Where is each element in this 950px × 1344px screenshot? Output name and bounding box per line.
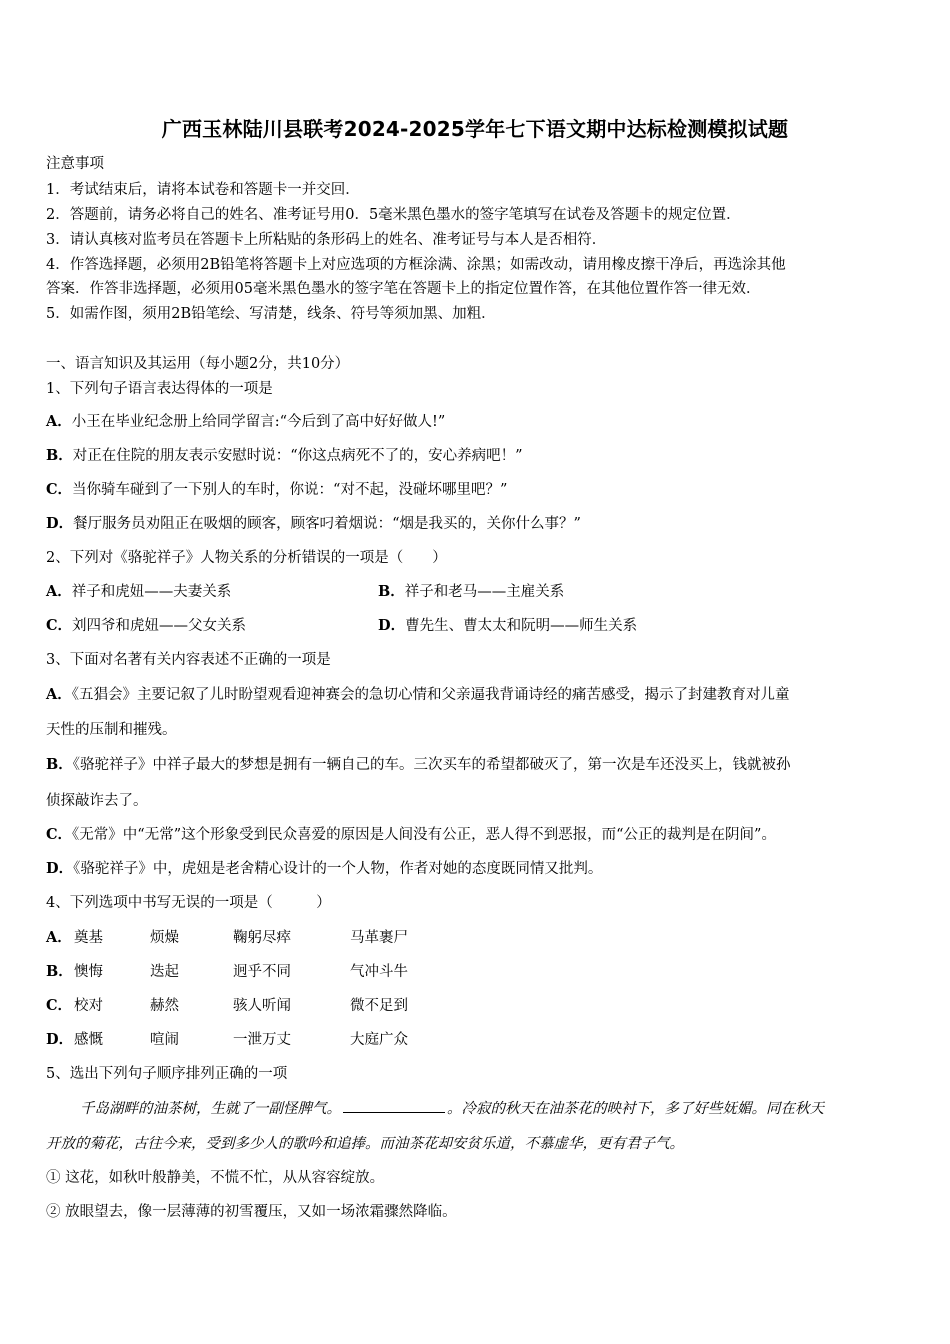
q3-option-b-cont: 侦探敲诈去了。 [46,793,148,809]
q3-option-d [46,857,602,878]
notice-item-2: 2．答题前，请务必将自己的姓名、准考证号用0．5毫米黑色墨水的签字笔填写在试卷及答题卡的规定位置． [46,207,741,223]
option-text: 曹先生、曹太太和阮明——师生关系 [405,618,638,634]
q2-option-d [378,614,637,635]
option-text: 祥子和老马——主雇关系 [404,584,565,600]
q2-option-b [378,580,564,601]
option-label: B． [46,447,73,464]
q1-option-c [46,478,507,499]
q4-option-c [46,994,72,1015]
notice-item-3: 3．请认真核对监考员在答题卡上所粘贴的条形码上的姓名、准考证号与本人是否相符． [46,232,607,248]
notice-heading: 注意事项 [46,156,104,172]
q4-option-a [46,926,72,947]
q3-option-a-cont: 天性的压制和摧残。 [46,722,177,738]
q4-word: 懊悔 [74,964,103,980]
notice-item-1: 1．考试结束后，请将本试卷和答题卡一并交回． [46,182,360,198]
notice-item-4-cont: 答案．作答非选择题，必须用05毫米黑色墨水的签字笔在答题卡上的指定位置作答，在其他位置作答一律无效． [46,281,761,297]
option-label: D． [46,515,74,532]
option-label: A． [46,413,72,430]
q4-word: 马革裹尸 [350,930,408,946]
option-label: B． [46,756,73,773]
q5-item-2: ② 放眼望去，像一层薄薄的初雪覆压，又如一场浓霜骤然降临。 [46,1204,457,1220]
option-text: 刘四爷和虎妞——父女关系 [72,618,247,634]
q4-word: 烦燥 [150,930,179,946]
option-text: 《骆驼祥子》中祥子最大的梦想是拥有一辆自己的车。三次买车的希望都破灭了，第一次是车还没买上，钱就被孙 [72,757,791,773]
option-text: 《无常》中“无常”这个形象受到民众喜爱的原因是人间没有公正，恶人得不到恶报，而“公正的裁判是在阴间”。 [72,827,776,843]
passage-text: 千岛湖畔的油茶树，生就了一副怪脾气。 [80,1101,341,1117]
q4-word: 感慨 [74,1032,103,1048]
option-text: 《五猖会》主要记叙了儿时盼望观看迎神赛会的急切心情和父亲逼我背诵诗经的痛苦感受，揭示了封建教育对儿童 [71,687,790,703]
q4-word: 一泄万丈 [233,1032,291,1048]
option-label: C． [46,997,73,1014]
question-1-stem: 1、下列句子语言表达得体的一项是 [46,381,273,397]
q4-option-d [46,1028,73,1049]
option-label: C． [46,826,73,843]
option-text: 当你骑车碰到了一下别人的车时，你说：“对不起，没碰坏哪里吧？” [72,482,508,498]
q4-word: 微不足到 [350,998,408,1014]
q2-option-a [46,580,231,601]
q4-word: 赫然 [150,998,179,1014]
notice-item-4: 4．作答选择题，必须用2B铅笔将答题卡上对应选项的方框涂满、涂黑；如需改动，请用橡皮擦干净后，再选涂其他 [46,257,786,273]
option-text: 祥子和虎妞——夫妻关系 [71,584,232,600]
q4-word: 喧闹 [150,1032,179,1048]
option-label: D． [46,1031,74,1048]
q4-word: 迥乎不同 [233,964,291,980]
question-4-stem: 4、下列选项中书写无误的一项是（ ） [46,895,331,911]
q1-option-b [46,444,523,465]
option-text: 小王在毕业纪念册上给同学留言:“今后到了高中好好做人!” [71,414,446,430]
q1-option-d [46,512,581,533]
option-text: 《骆驼祥子》中，虎妞是老舍精心设计的一个人物，作者对她的态度既同情又批判。 [73,861,603,877]
q5-passage-line-2: 开放的菊花，古往今来，受到多少人的歌吟和追捧。而油茶花却安贫乐道，不慕虚华，更有君子气。 [46,1136,684,1152]
q4-word: 校对 [74,998,103,1014]
answer-blank [343,1098,445,1113]
option-label: D． [46,860,74,877]
passage-text: 。冷寂的秋天在油茶花的映衬下，多了好些妩媚。同在秋天 [447,1101,824,1117]
q5-passage-line-1 [80,1097,824,1118]
q4-word: 骇人听闻 [233,998,291,1014]
q4-word: 迭起 [150,964,179,980]
option-label: A． [46,583,72,600]
option-label: D． [378,617,406,634]
q3-option-a [46,683,790,704]
q2-option-c [46,614,246,635]
question-3-stem: 3、下面对名著有关内容表述不正确的一项是 [46,652,331,668]
option-label: B． [378,583,405,600]
option-text: 对正在住院的朋友表示安慰时说：“你这点病死不了的，安心养病吧！” [72,448,523,464]
q4-word: 气冲斗牛 [350,964,408,980]
q4-word: 奠基 [74,930,103,946]
q1-option-a [46,410,445,431]
q3-option-c [46,823,776,844]
option-text: 餐厅服务员劝阻正在吸烟的顾客，顾客叼着烟说：“烟是我买的，关你什么事？” [73,516,581,532]
question-5-stem: 5、选出下列句子顺序排列正确的一项 [46,1066,288,1082]
q4-word: 鞠躬尽瘁 [233,930,291,946]
q5-item-1: ① 这花，如秋叶般静美，不慌不忙，从从容容绽放。 [46,1170,385,1186]
question-2-stem: 2、下列对《骆驼祥子》人物关系的分析错误的一项是（ ） [46,550,447,566]
section-heading: 一、语言知识及其运用（每小题2分，共10分） [46,356,350,372]
q4-option-b [46,960,73,981]
q4-word: 大庭广众 [350,1032,408,1048]
page-title: 广西玉林陆川县联考2024-2025学年七下语文期中达标检测模拟试题 [161,117,789,141]
notice-item-5: 5．如需作图，须用2B铅笔绘、写清楚，线条、符号等须加黑、加粗． [46,306,496,322]
option-label: C． [46,617,73,634]
q3-option-b [46,753,791,774]
option-label: C． [46,481,73,498]
option-label: B． [46,963,73,980]
option-label: A． [46,686,72,703]
option-label: A． [46,929,72,946]
